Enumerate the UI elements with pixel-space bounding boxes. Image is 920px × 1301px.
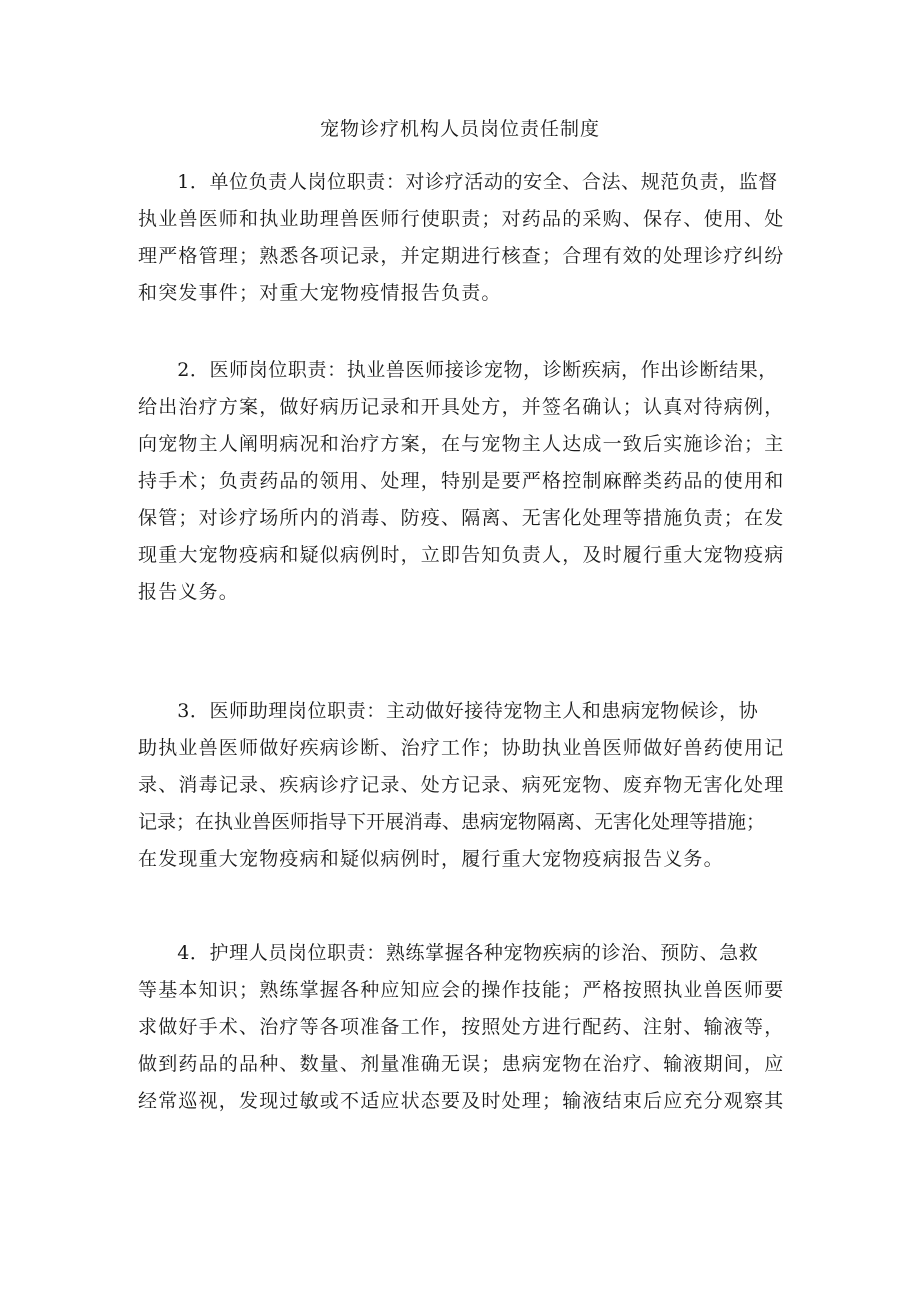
paragraph-line: 执业兽医师和执业助理兽医师行使职责；对药品的采购、保存、使用、处 — [138, 208, 785, 230]
paragraph-unit-head-duties — [138, 164, 788, 312]
paragraph-veterinarian-duties — [138, 352, 788, 611]
paragraph-assistant-duties — [138, 693, 788, 878]
paragraph-line: 做到药品的品种、数量、剂量准确无误；患病宠物在治疗、输液期间，应 — [138, 1053, 785, 1075]
paragraph-line: 助执业兽医师做好疾病诊断、治疗工作；协助执业兽医师做好兽药使用记 — [138, 737, 785, 759]
paragraph-nursing-duties — [138, 935, 788, 1120]
paragraph-line: 1．单位负责人岗位职责：对诊疗活动的安全、合法、规范负责，监督 — [138, 171, 778, 193]
paragraph-line: 录、消毒记录、疾病诊疗记录、处方记录、病死宠物、废弃物无害化处理 — [138, 774, 785, 796]
paragraph-line: 向宠物主人阐明病况和治疗方案，在与宠物主人达成一致后实施诊治；主 — [138, 433, 785, 455]
paragraph-line: 等基本知识；熟练掌握各种应知应会的操作技能；严格按照执业兽医师要 — [138, 979, 785, 1001]
paragraph-line: 持手术；负责药品的领用、处理，特别是要严格控制麻醉类药品的使用和 — [138, 470, 785, 492]
paragraph-line: 现重大宠物疫病和疑似病例时，立即告知负责人，及时履行重大宠物疫病 — [138, 544, 785, 566]
paragraph-line: 在发现重大宠物疫病和疑似病例时，履行重大宠物疫病报告义务。 — [138, 848, 724, 870]
paragraph-line: 2．医师岗位职责：执业兽医师接诊宠物，诊断疾病，作出诊断结果， — [138, 359, 778, 381]
paragraph-line: 和突发事件；对重大宠物疫情报告负责。 — [138, 282, 502, 304]
document-title: 宠物诊疗机构人员岗位责任制度 — [319, 118, 600, 140]
paragraph-line: 求做好手术、治疗等各项准备工作，按照处方进行配药、注射、输液等， — [138, 1016, 785, 1038]
paragraph-line: 保管；对诊疗场所内的消毒、防疫、隔离、无害化处理等措施负责；在发 — [138, 507, 785, 529]
paragraph-line: 经常巡视，发现过敏或不适应状态要及时处理；输液结束后应充分观察其 — [138, 1090, 785, 1112]
paragraph-line: 理严格管理；熟悉各项记录，并定期进行核查；合理有效的处理诊疗纠纷 — [138, 245, 785, 267]
paragraph-line: 记录；在执业兽医师指导下开展消毒、患病宠物隔离、无害化处理等措施； — [138, 811, 766, 833]
paragraph-line: 给出治疗方案，做好病历记录和开具处方，并签名确认；认真对待病例， — [138, 396, 785, 418]
paragraph-line: 报告义务。 — [138, 581, 240, 603]
paragraph-line: 4．护理人员岗位职责：熟练掌握各种宠物疾病的诊治、预防、急救 — [138, 942, 759, 964]
paragraph-line: 3．医师助理岗位职责：主动做好接待宠物主人和患病宠物候诊，协 — [138, 700, 759, 722]
